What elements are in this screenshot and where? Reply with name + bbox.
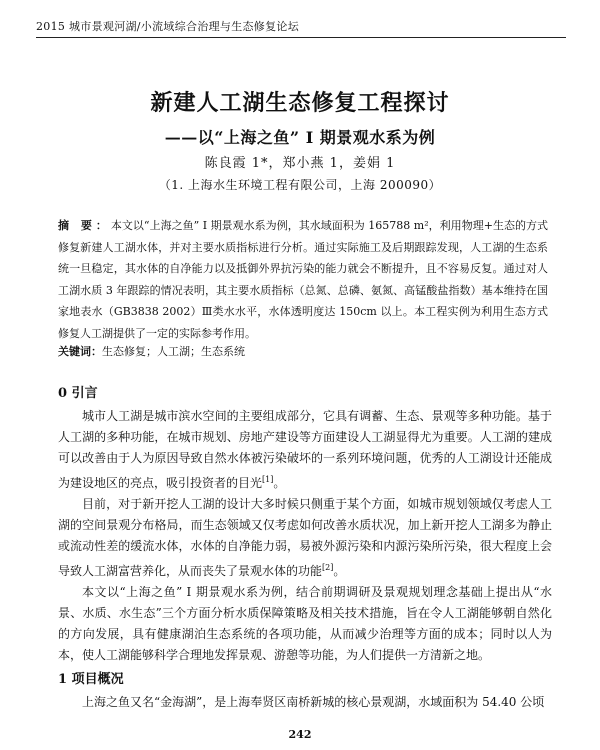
keywords-text: 生态修复；人工湖；生态系统 bbox=[102, 345, 245, 358]
paper-authors: 陈良霞 1*，郑小燕 1，姜娟 1 bbox=[204, 156, 396, 171]
paper-title: 新建人工湖生态修复工程探讨 bbox=[150, 90, 450, 116]
running-header: 2015 城市景观河湖/小流域综合治理与生态修复论坛 bbox=[36, 18, 566, 38]
paragraph-1-end: 。 bbox=[273, 476, 286, 490]
abstract-label: 摘 要： bbox=[58, 219, 111, 232]
section-heading-project: 1 项目概况 bbox=[58, 672, 124, 687]
paper-affiliation: （1. 上海水生环境工程有限公司，上海 200090） bbox=[158, 178, 442, 192]
paper-subtitle: ——以“上海之鱼” Ⅰ 期景观水系为例 bbox=[164, 128, 436, 147]
abstract-block bbox=[58, 215, 548, 344]
section-heading-intro: 0 引言 bbox=[58, 386, 98, 401]
abstract-text: 本文以“上海之鱼” Ⅰ 期景观水系为例，其水域面积为 165788 m²，利用物理+生态的方式修复新建人工湖水体，并对主要水质指标进行分析。通过实际施工及后期跟踪发现，人工湖的生态系统一旦稳定，其水体的自净能力以及抵御外界抗污染的能力就会不断提升，且不容易反复。通过对人工湖水质 3 年跟踪的情况表明，其主要水质指标（总氮、总磷、氨氮、高锰酸盐指数）基本维持在国家地表水（GB3838 2002）Ⅲ类水水平，水体透明度达 150cm 以上。本工程实例为利用生态方式修复人工湖提供了一定的实际参考作用。 bbox=[58, 219, 548, 340]
paragraph-2-end: 。 bbox=[333, 564, 346, 578]
paragraph-2 bbox=[58, 494, 552, 582]
paragraph-3: 本文以“上海之鱼” Ⅰ 期景观水系为例，结合前期调研及景观规划理念基础上提出从“水景、水质、水生态”三个方面分析水质保障策略及相关技术措施，旨在令人工湖能够朝自然化的方向发展，具有健康湖泊生态系统的各项功能，从而减少治理等方面的成本；同时以人为本，使人工湖能够科学合理地发挥景观、游憩等功能，为人们提供一方清新之地。 bbox=[58, 585, 552, 662]
page-number: 242 bbox=[288, 728, 312, 741]
paragraph-4: 上海之鱼又名“金海湖”，是上海奉贤区南桥新城的核心景观湖，水域面积为 54.40 公顷 bbox=[82, 695, 545, 709]
citation-1: [1] bbox=[262, 475, 274, 484]
paragraph-1 bbox=[58, 406, 552, 494]
paragraph-1-text: 城市人工湖是城市滨水空间的主要组成部分，它具有调蓄、生态、景观等多种功能。基于人工湖的多种功能，在城市规划、房地产建设等方面建设人工湖显得尤为重要。人工湖的建成可以改善由于人为原因导致自然水体被污染破坏的一系列环境问题，优秀的人工湖设计还能成为建设地区的亮点，吸引投资者的目光 bbox=[58, 409, 552, 490]
keywords-block bbox=[58, 343, 548, 359]
citation-2: [2] bbox=[322, 563, 334, 572]
keywords-label: 关键词： bbox=[58, 345, 102, 358]
paragraph-2-text: 目前，对于新开挖人工湖的设计大多时候只侧重于某个方面，如城市规划领域仅考虑人工湖的空间景观分布格局，而生态领域又仅考虑如何改善水质状况，加上新开挖人工湖多为静止或流动性差的缓流水体，水体的自净能力弱，易被外源污染和内源污染所污染，很大程度上会导致人工湖富营养化，从而丧失了景观水体的功能 bbox=[58, 497, 552, 578]
